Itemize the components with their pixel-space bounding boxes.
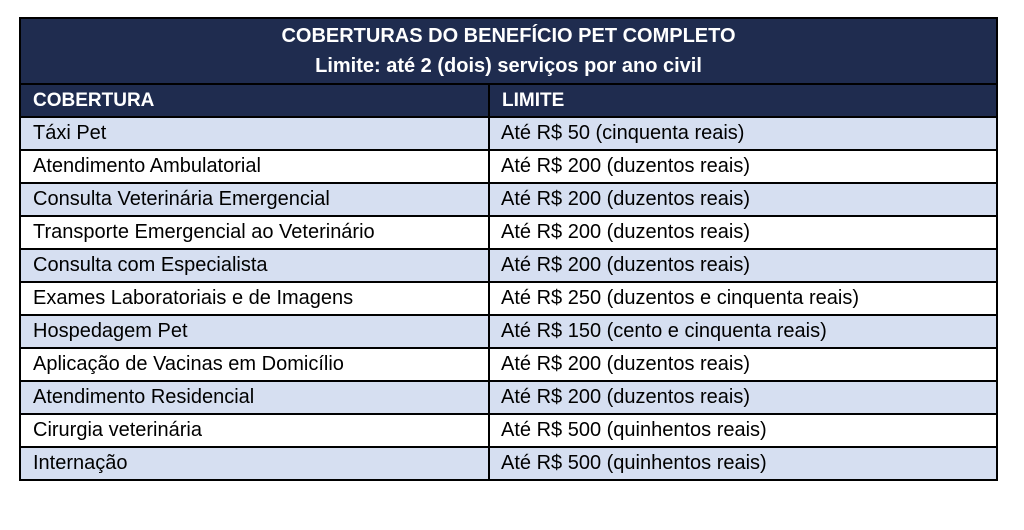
table-title-row [20, 18, 997, 84]
table-row [20, 414, 997, 447]
coverage-cell: Transporte Emergencial ao Veterinário [20, 216, 489, 249]
table-header-row [20, 84, 997, 117]
limit-cell: Até R$ 200 (duzentos reais) [489, 150, 997, 183]
coverage-cell: Consulta Veterinária Emergencial [20, 183, 489, 216]
coverage-cell: Exames Laboratoriais e de Imagens [20, 282, 489, 315]
limit-cell: Até R$ 150 (cento e cinquenta reais) [489, 315, 997, 348]
table-row [20, 249, 997, 282]
table-row [20, 216, 997, 249]
limit-cell: Até R$ 200 (duzentos reais) [489, 183, 997, 216]
table-title [20, 18, 997, 84]
limit-cell: Até R$ 200 (duzentos reais) [489, 216, 997, 249]
table-title-main: COBERTURAS DO BENEFÍCIO PET COMPLETO [281, 25, 736, 47]
limit-cell: Até R$ 50 (cinquenta reais) [489, 117, 997, 150]
table-title-subtitle: Limite: até 2 (dois) serviços por ano civil [315, 55, 702, 77]
limit-cell: Até R$ 200 (duzentos reais) [489, 249, 997, 282]
table-row [20, 150, 997, 183]
column-header-limit: LIMITE [489, 84, 997, 117]
coverage-cell: Hospedagem Pet [20, 315, 489, 348]
limit-cell: Até R$ 500 (quinhentos reais) [489, 447, 997, 480]
table-row [20, 348, 997, 381]
coverage-cell: Consulta com Especialista [20, 249, 489, 282]
table-row [20, 117, 997, 150]
coverage-cell: Atendimento Residencial [20, 381, 489, 414]
coverage-table [19, 17, 998, 481]
table-row [20, 447, 997, 480]
coverage-cell: Aplicação de Vacinas em Domicílio [20, 348, 489, 381]
table-row [20, 183, 997, 216]
coverage-cell: Táxi Pet [20, 117, 489, 150]
table-row [20, 282, 997, 315]
limit-cell: Até R$ 200 (duzentos reais) [489, 348, 997, 381]
coverage-cell: Cirurgia veterinária [20, 414, 489, 447]
limit-cell: Até R$ 500 (quinhentos reais) [489, 414, 997, 447]
limit-cell: Até R$ 200 (duzentos reais) [489, 381, 997, 414]
column-header-coverage: COBERTURA [20, 84, 489, 117]
table-row [20, 381, 997, 414]
table-row [20, 315, 997, 348]
coverage-cell: Internação [20, 447, 489, 480]
coverage-cell: Atendimento Ambulatorial [20, 150, 489, 183]
limit-cell: Até R$ 250 (duzentos e cinquenta reais) [489, 282, 997, 315]
